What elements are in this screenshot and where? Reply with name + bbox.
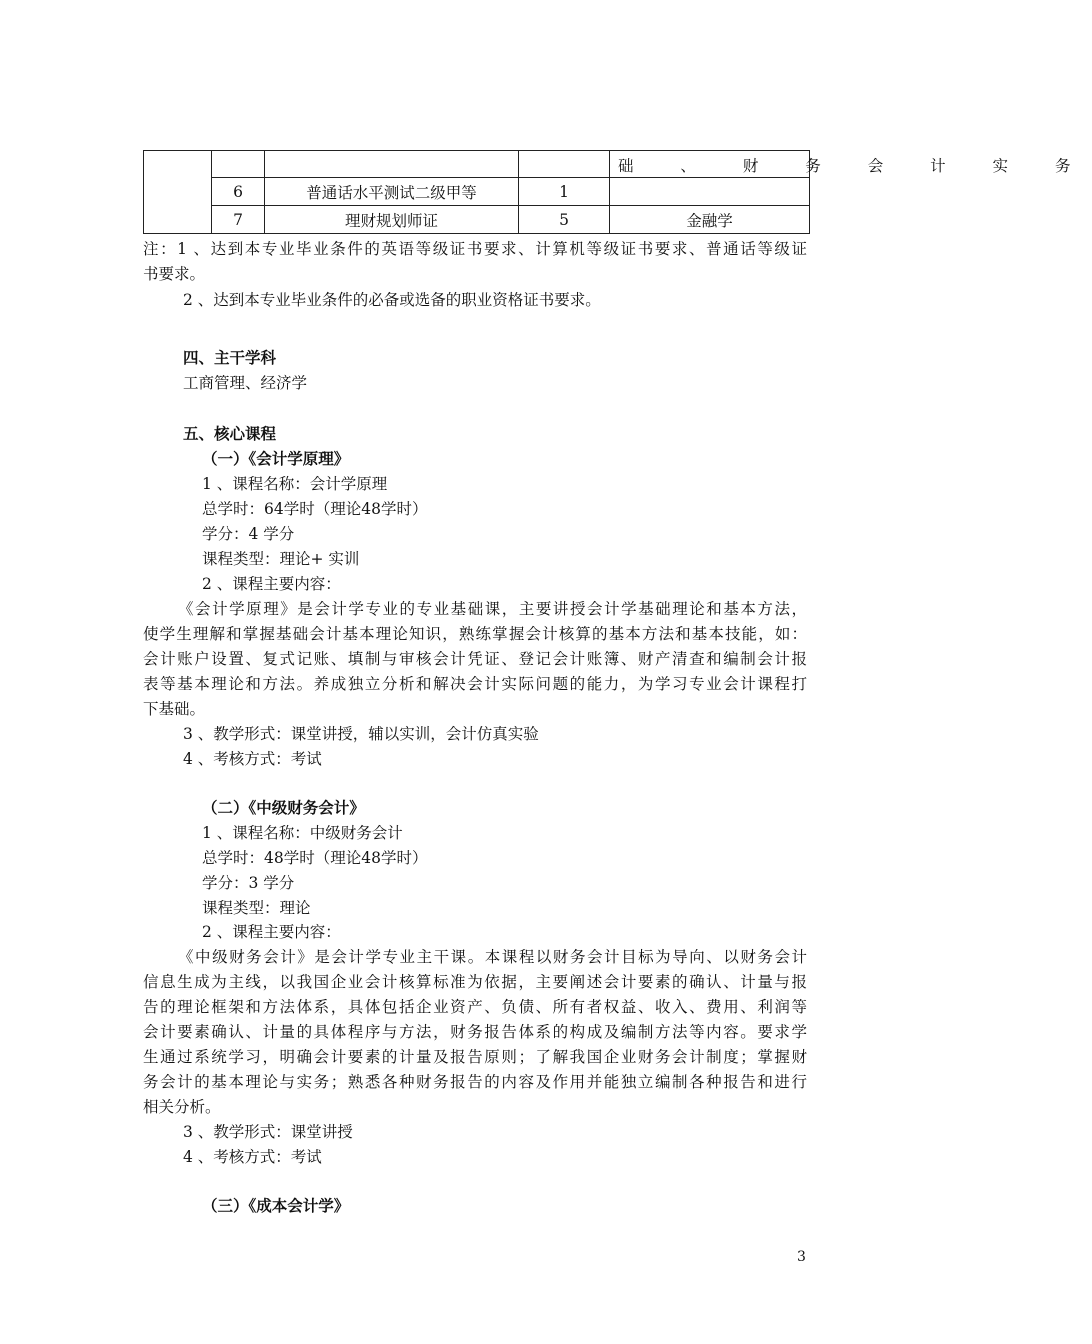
course-name: 1 、课程名称：中级财务会计	[202, 824, 403, 842]
course-hours: 总学时：48学时（理论48学时）	[202, 849, 428, 867]
paragraph-line: 会计账户设置、复式记账、填制与审核会计凭证、登记会计账簿、财产清查和编制会计报	[143, 650, 807, 668]
course-credits: 学分：4 学分	[202, 525, 295, 543]
table-row	[144, 178, 810, 206]
note-line: 书要求。	[143, 265, 206, 283]
page-number: 3	[797, 1249, 806, 1265]
cell-num	[212, 151, 265, 178]
paragraph-line: 告的理论框架和方法体系，具体包括企业资产、负债、所有者权益、收入、费用、利润等	[143, 998, 807, 1016]
course-teaching: 3 、教学形式：课堂讲授	[183, 1123, 353, 1141]
note-line: 注：1 、达到本专业毕业条件的英语等级证书要求、计算机等级证书要求、普通话等级证	[143, 240, 807, 258]
paragraph-line: 务会计的基本理论与实务；熟悉各种财务报告的内容及作用并能独立编制各种报告和进行	[143, 1073, 807, 1091]
cell-level	[519, 151, 610, 178]
course-type: 课程类型：理论+ 实训	[202, 550, 360, 568]
paragraph-line: 表等基本理论和方法。养成独立分析和解决会计实际问题的能力，为学习专业会计课程打	[143, 675, 807, 693]
cell-course	[610, 178, 810, 206]
cell-course: 金融学	[610, 206, 810, 234]
course-assessment: 4 、考核方式：考试	[183, 1148, 322, 1166]
category-cell	[144, 151, 212, 234]
cell-name	[265, 151, 519, 178]
course-title: （一）《会计学原理》	[202, 449, 350, 468]
table-row	[144, 206, 810, 234]
cell-name: 普通话水平测试二级甲等	[265, 178, 519, 206]
paragraph-line: 生通过系统学习，明确会计要素的计量及报告原则；了解我国企业财务会计制度；掌握财	[143, 1048, 807, 1066]
course-title: （二）《中级财务会计》	[202, 798, 365, 817]
cell-level: 1	[519, 178, 610, 206]
cell-level: 5	[519, 206, 610, 234]
course-teaching: 3 、教学形式：课堂讲授，辅以实训，会计仿真实验	[183, 725, 539, 743]
paragraph-line: 会计要素确认、计量的具体程序与方法，财务报告体系的构成及编制方法等内容。要求学	[143, 1023, 807, 1041]
cell-name: 理财规划师证	[265, 206, 519, 234]
paragraph-line: 相关分析。	[143, 1098, 221, 1116]
course-type: 课程类型：理论	[202, 899, 311, 917]
paragraph-line: 《会计学原理》是会计学专业的专业基础课，主要讲授会计学基础理论和基本方法，	[178, 600, 807, 618]
course-credits: 学分：3 学分	[202, 874, 295, 892]
section-heading: 五、核心课程	[183, 424, 277, 443]
section-heading: 四、主干学科	[183, 348, 277, 367]
note-line: 2 、达到本专业毕业条件的必备或选备的职业资格证书要求。	[183, 291, 601, 309]
course-name: 1 、课程名称：会计学原理	[202, 475, 388, 493]
cell-num: 7	[212, 206, 265, 234]
paragraph-line: 下基础。	[143, 700, 206, 718]
overflow-course-text: 础 、 财 务 会 计 实 务	[618, 157, 1092, 175]
course-hours: 总学时：64学时（理论48学时）	[202, 500, 428, 518]
paragraph-line: 信息生成为主线，以我国企业会计核算标准为依据，主要阐述会计要素的确认、计量与报	[143, 973, 807, 991]
section-text: 工商管理、经济学	[183, 374, 308, 392]
paragraph-line: 使学生理解和掌握基础会计基本理论知识，熟练掌握会计核算的基本方法和基本技能，如：	[143, 625, 807, 643]
paragraph-line: 《中级财务会计》是会计学专业主干课。本课程以财务会计目标为导向、以财务会计	[178, 948, 807, 966]
course-assessment: 4 、考核方式：考试	[183, 750, 322, 768]
cell-num: 6	[212, 178, 265, 206]
course-title: （三）《成本会计学》	[202, 1196, 350, 1215]
course-content-label: 2 、课程主要内容：	[202, 575, 341, 593]
course-content-label: 2 、课程主要内容：	[202, 923, 341, 941]
